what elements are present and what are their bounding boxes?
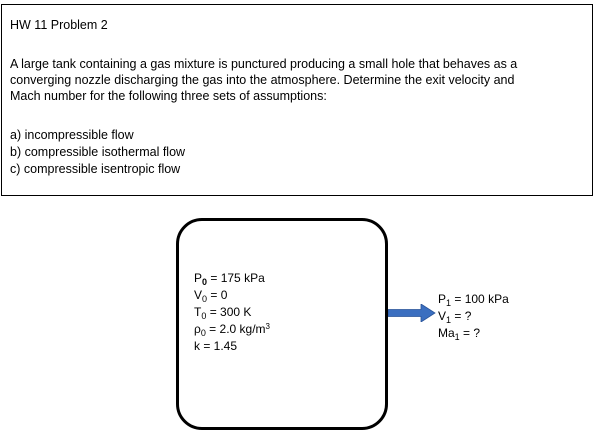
- problem-title: HW 11 Problem 2: [10, 18, 108, 32]
- exit-velocity: $V_1$ = ?: [438, 309, 472, 325]
- part-a: a) incompressible flow: [10, 128, 134, 142]
- statement-line-1: A large tank containing a gas mixture is punctured producing a small hole that behaves as a: [10, 57, 518, 71]
- stagnation-velocity: $V_0 = 0$: [194, 288, 228, 304]
- part-c: c) compressible isentropic flow: [10, 162, 181, 176]
- exit-mach-number: $Ma_1$ = ?: [438, 326, 481, 342]
- statement-line-3: Mach number for the following three sets of assumptions:: [10, 89, 327, 103]
- stagnation-temperature: $T_0 = 300$ K: [194, 305, 252, 321]
- exit-properties: [438, 291, 509, 342]
- part-b: b) compressible isothermal flow: [10, 145, 186, 159]
- stagnation-density: $\rho_0 = 2.0$ $kg/m^3$: [194, 322, 270, 338]
- specific-heat-ratio: k = 1.45: [194, 339, 238, 353]
- flow-arrow-icon: [388, 304, 436, 322]
- exit-pressure: $P_1 = 100$ kPa: [438, 292, 509, 308]
- stagnation-pressure: $P_0 = 175$ kPa: [194, 271, 265, 287]
- tank-properties: [194, 270, 270, 355]
- statement-line-2: converging nozzle discharging the gas into the atmosphere. Determine the exit velocity and: [10, 73, 515, 87]
